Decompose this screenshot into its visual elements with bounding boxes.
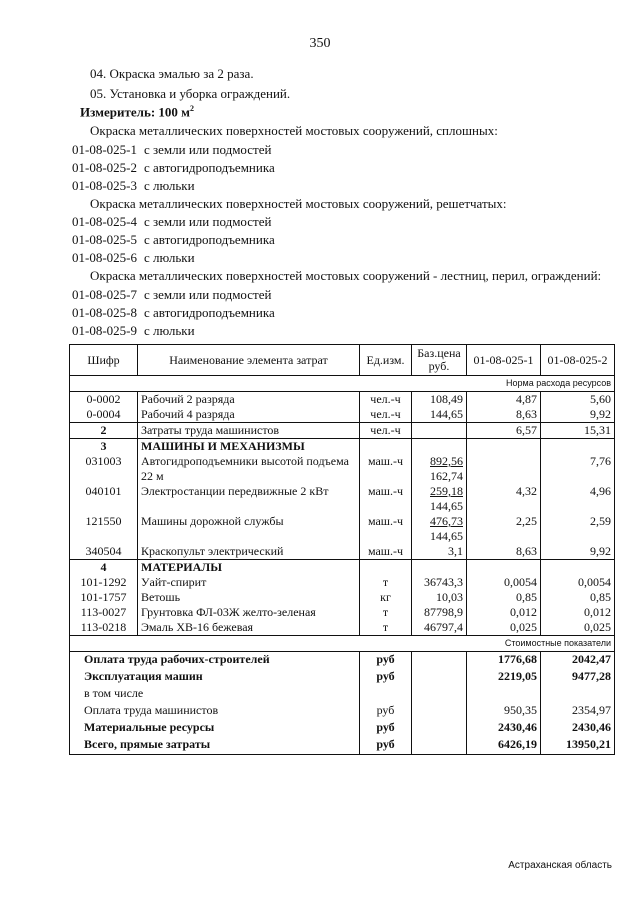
cost-note: Стоимостные показатели [70,636,615,652]
cell-code: 340504 [70,544,138,560]
summary-name: Материальные ресурсы [70,720,360,737]
price-sub: 162,74 [430,469,463,483]
cell-price: 3,1 [412,544,467,560]
col-v1: 01-08-025-1 [467,345,541,376]
summary-name: Оплата труда рабочих-строителей [70,652,360,670]
step-05: 05. Установка и уборка ограждений. [90,86,291,101]
cell-code: 113-0027 [70,605,138,620]
item-text: с автогидроподъемника [144,305,275,320]
group-item [72,323,195,339]
summary-row [70,737,615,755]
group-item [72,287,271,303]
cell-unit: чел.-ч [360,423,412,439]
cell-code: 121550 [70,514,138,544]
summary-v2: 13950,21 [541,737,615,755]
summary-v1: 950,35 [467,703,541,720]
item-code: 01-08-025-8 [72,305,137,320]
cell-unit: т [360,605,412,620]
cell-v2: 9,92 [541,544,615,560]
group-title-1: Окраска металлических поверхностей мостовых сооружений, сплошных: [90,123,498,138]
cell-code: 040101 [70,484,138,514]
cell-v2: 9,92 [541,407,615,423]
cell-code: 0-0002 [70,392,138,408]
group-item [72,250,195,266]
cell-v2: 0,012 [541,605,615,620]
price-sub: 144,65 [430,499,463,513]
cell-unit: т [360,620,412,636]
col-name: Наименование элемента затрат [138,345,360,376]
cell-code: 031003 [70,454,138,484]
cell-v1: 8,63 [467,407,541,423]
cell-v2: 5,60 [541,392,615,408]
cell-price [412,514,467,544]
summary-row [70,686,615,703]
cell-unit: т [360,575,412,590]
step-04: 04. Окраска эмалью за 2 раза. [90,66,254,81]
cell-unit: маш.-ч [360,484,412,514]
cell-price: 144,65 [412,407,467,423]
group-item [72,305,275,321]
item-text: с люльки [144,178,195,193]
summary-unit: руб [360,652,412,670]
norm-note: Норма расхода ресурсов [70,376,615,392]
summary-v1: 6426,19 [467,737,541,755]
cell-v1: 4,32 [467,484,541,514]
group-title-2: Окраска металлических поверхностей мостовых сооружений, решетчатых: [90,196,507,211]
col-code: Шифр [70,345,138,376]
cell-v1: 0,025 [467,620,541,636]
cell-code: 113-0218 [70,620,138,636]
table-row [70,605,615,620]
summary-name: Эксплуатация машин [70,669,360,686]
cell-v1: 0,0054 [467,575,541,590]
footer-region: Астраханская область [508,860,612,871]
section-title: МАШИНЫ И МЕХАНИЗМЫ [138,439,360,455]
item-text: с люльки [144,323,195,338]
cell-v1: 6,57 [467,423,541,439]
cell-code: 2 [70,423,138,439]
cell-price [412,454,467,484]
norm-note-row [70,376,615,392]
cost-note-row [70,636,615,652]
cell-name: Грунтовка ФЛ-03Ж желто-зеленая [138,605,360,620]
table-row [70,454,615,484]
cell-v2: 2,59 [541,514,615,544]
item-text: с люльки [144,250,195,265]
col-v2: 01-08-025-2 [541,345,615,376]
group-item [72,160,275,176]
cell-unit: маш.-ч [360,454,412,484]
table-row [70,407,615,423]
summary-unit: руб [360,720,412,737]
price-sub: 144,65 [430,529,463,543]
cell-unit: маш.-ч [360,514,412,544]
cell-price [412,484,467,514]
resource-table [69,344,615,755]
cell-name: Краскопульт электрический [138,544,360,560]
table-row [70,544,615,560]
measure-label: Измеритель: 100 м [80,104,191,120]
cell-name: Машины дорожной службы [138,514,360,544]
summary-v2: 9477,28 [541,669,615,686]
cell-v2: 15,31 [541,423,615,439]
section-title: МАТЕРИАЛЫ [138,560,360,576]
summary-unit: руб [360,669,412,686]
cell-code: 0-0004 [70,407,138,423]
group-item [72,178,195,194]
summary-row [70,652,615,670]
group-title-3: Окраска металлических поверхностей мостовых сооружений - лестниц, перил, ограждений: [90,268,602,283]
cell-name: Автогидроподъемники высотой подъема 22 м [138,454,360,484]
cell-name: Ветошь [138,590,360,605]
cell-v2: 7,76 [541,454,615,484]
cell-code: 101-1292 [70,575,138,590]
col-unit: Ед.изм. [360,345,412,376]
group-item [72,214,271,230]
summary-v1: 2430,46 [467,720,541,737]
table-row [70,423,615,439]
summary-row [70,669,615,686]
cell-v2: 0,0054 [541,575,615,590]
summary-v2: 2042,47 [541,652,615,670]
item-text: с земли или подмостей [144,214,272,229]
item-code: 01-08-025-3 [72,178,137,193]
cell-v1: 2,25 [467,514,541,544]
table-row [70,514,615,544]
item-text: с автогидроподъемника [144,232,275,247]
item-code: 01-08-025-1 [72,142,137,157]
item-text: с автогидроподъемника [144,160,275,175]
summary-v2 [541,686,615,703]
item-code: 01-08-025-7 [72,287,137,302]
cell-price: 36743,3 [412,575,467,590]
summary-unit [360,686,412,703]
cell-name: Электростанции передвижные 2 кВт [138,484,360,514]
cell-unit: чел.-ч [360,392,412,408]
table-row [70,575,615,590]
cell-price: 108,49 [412,392,467,408]
summary-v1 [467,686,541,703]
price-main: 476,73 [430,514,463,528]
cell-unit: кг [360,590,412,605]
item-text: с земли или подмостей [144,142,272,157]
measure-sup: 2 [190,104,195,113]
table-row [70,620,615,636]
cell-price: 46797,4 [412,620,467,636]
cell-v2: 4,96 [541,484,615,514]
summary-unit: руб [360,703,412,720]
cell-v1: 0,85 [467,590,541,605]
section-row [70,560,615,576]
price-main: 892,56 [430,454,463,468]
summary-name: Всего, прямые затраты [70,737,360,755]
item-code: 01-08-025-9 [72,323,137,338]
item-code: 01-08-025-6 [72,250,137,265]
summary-v1: 2219,05 [467,669,541,686]
summary-v1: 1776,68 [467,652,541,670]
cell-v1 [467,454,541,484]
cell-code: 101-1757 [70,590,138,605]
summary-row [70,720,615,737]
measure [80,104,194,120]
cell-v1: 4,87 [467,392,541,408]
cell-code: 4 [70,560,138,576]
table-row [70,392,615,408]
summary-name: в том числе [70,686,360,703]
cell-price: 10,03 [412,590,467,605]
cell-name: Уайт-спирит [138,575,360,590]
section-row [70,439,615,455]
table-header [70,345,615,376]
cell-name: Эмаль ХВ-16 бежевая [138,620,360,636]
cell-name: Рабочий 4 разряда [138,407,360,423]
item-text: с земли или подмостей [144,287,272,302]
table-row [70,484,615,514]
cell-unit: чел.-ч [360,407,412,423]
cell-v1: 0,012 [467,605,541,620]
cell-price: 87798,9 [412,605,467,620]
table-row [70,590,615,605]
item-code: 01-08-025-5 [72,232,137,247]
page-number: 350 [309,36,331,51]
summary-v2: 2354,97 [541,703,615,720]
cell-code: 3 [70,439,138,455]
summary-v2: 2430,46 [541,720,615,737]
item-code: 01-08-025-2 [72,160,137,175]
cell-name: Рабочий 2 разряда [138,392,360,408]
cell-unit: маш.-ч [360,544,412,560]
summary-unit: руб [360,737,412,755]
item-code: 01-08-025-4 [72,214,137,229]
cell-v2: 0,85 [541,590,615,605]
cell-name: Затраты труда машинистов [138,423,360,439]
group-item [72,142,271,158]
price-main: 259,18 [430,484,463,498]
col-price: Баз.цена руб. [412,345,467,376]
group-item [72,232,275,248]
cell-price [412,423,467,439]
cell-v2: 0,025 [541,620,615,636]
cell-v1: 8,63 [467,544,541,560]
summary-name: Оплата труда машинистов [70,703,360,720]
summary-row [70,703,615,720]
